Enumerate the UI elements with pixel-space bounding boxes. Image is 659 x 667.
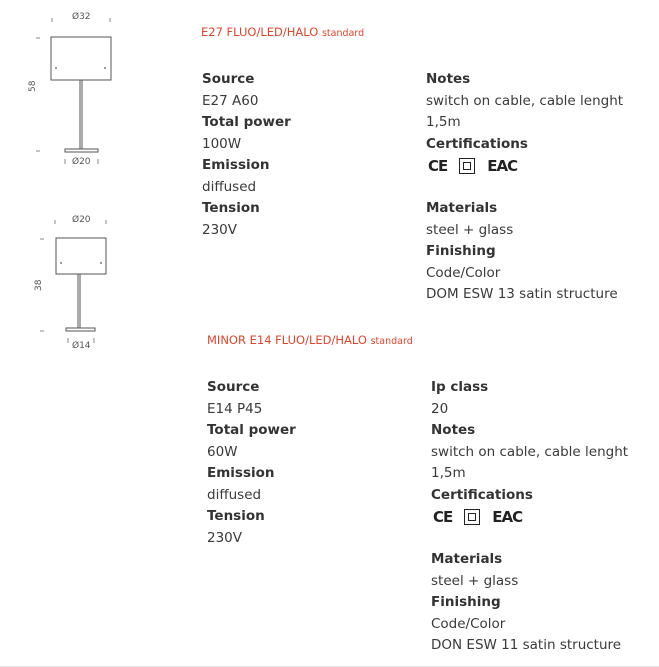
- finishing-value: DOM ESW 13 satin structure: [426, 286, 618, 302]
- double-insulation-icon: [464, 509, 480, 525]
- dim-base-small: Ø14: [72, 341, 91, 351]
- eac-mark-icon: EAC: [487, 157, 518, 175]
- ce-mark-icon: CE: [428, 157, 448, 175]
- spec-value: 230V: [207, 529, 243, 546]
- spec-label: Source: [202, 71, 255, 87]
- spec-label: Tension: [207, 508, 265, 524]
- spec-value: E27 A60: [202, 92, 259, 109]
- double-insulation-icon: [459, 158, 475, 174]
- finishing-value: Code/Color: [431, 615, 506, 632]
- spec-label: Total power: [202, 114, 291, 130]
- dim-height-small: 38: [34, 279, 44, 291]
- certifications-label: Certifications: [431, 486, 533, 503]
- finishing-label: Finishing: [426, 243, 496, 259]
- dim-top-small: Ø20: [72, 215, 91, 225]
- spec-label: Total power: [207, 422, 296, 438]
- finishing-value: Code/Color: [426, 264, 501, 281]
- ce-mark-icon: CE: [433, 508, 453, 526]
- materials-label: Materials: [426, 200, 498, 216]
- lamp-base: [66, 328, 95, 331]
- spec-value: diffused: [202, 178, 257, 195]
- spec-value: 60W: [207, 443, 238, 460]
- materials-value: steel + glass: [426, 221, 514, 238]
- notes-value: switch on cable, cable lenght: [431, 443, 629, 460]
- eac-mark-icon: EAC: [492, 508, 523, 526]
- lamp-drawing-large: [30, 8, 120, 173]
- notes-value: 1,5m: [431, 465, 466, 481]
- section2-title: MINOR E14 FLUO/LED/HALO standard: [207, 333, 413, 347]
- lamp-shade: [51, 37, 111, 80]
- section1-title: E27 FLUO/LED/HALO standard: [201, 25, 365, 39]
- ip-class-label: Ip class: [431, 379, 489, 395]
- spec-label: Emission: [202, 157, 270, 173]
- section1-right-specs: [426, 69, 623, 306]
- spec-value: 230V: [202, 221, 238, 238]
- dim-height-large: 58: [28, 80, 38, 92]
- notes-label: Notes: [426, 71, 471, 87]
- notes-value: 1,5m: [426, 114, 461, 130]
- spec-value: E14 P45: [207, 400, 263, 417]
- spec-value: 100W: [202, 135, 242, 152]
- spec-label: Source: [207, 379, 260, 395]
- materials-value: steel + glass: [431, 572, 519, 589]
- section1-left-specs: [202, 69, 291, 241]
- notes-value: switch on cable, cable lenght: [426, 92, 624, 109]
- spec-label: Emission: [207, 465, 275, 481]
- materials-label: Materials: [431, 551, 503, 567]
- ip-class-value: 20: [431, 400, 449, 417]
- certifications-label: Certifications: [426, 135, 528, 152]
- spec-label: Tension: [202, 200, 260, 216]
- lamp-base: [65, 149, 98, 152]
- certifications-icons: [426, 155, 623, 177]
- dim-top-large: Ø32: [72, 12, 91, 22]
- notes-label: Notes: [431, 422, 476, 438]
- section2-right-specs: [431, 377, 628, 657]
- finishing-value: DON ESW 11 satin structure: [431, 637, 622, 653]
- spec-value: diffused: [207, 486, 262, 503]
- section2-left-specs: [207, 377, 296, 549]
- finishing-label: Finishing: [431, 594, 501, 610]
- certifications-icons: [431, 506, 628, 528]
- dim-base-large: Ø20: [72, 157, 91, 167]
- lamp-shade: [56, 238, 106, 274]
